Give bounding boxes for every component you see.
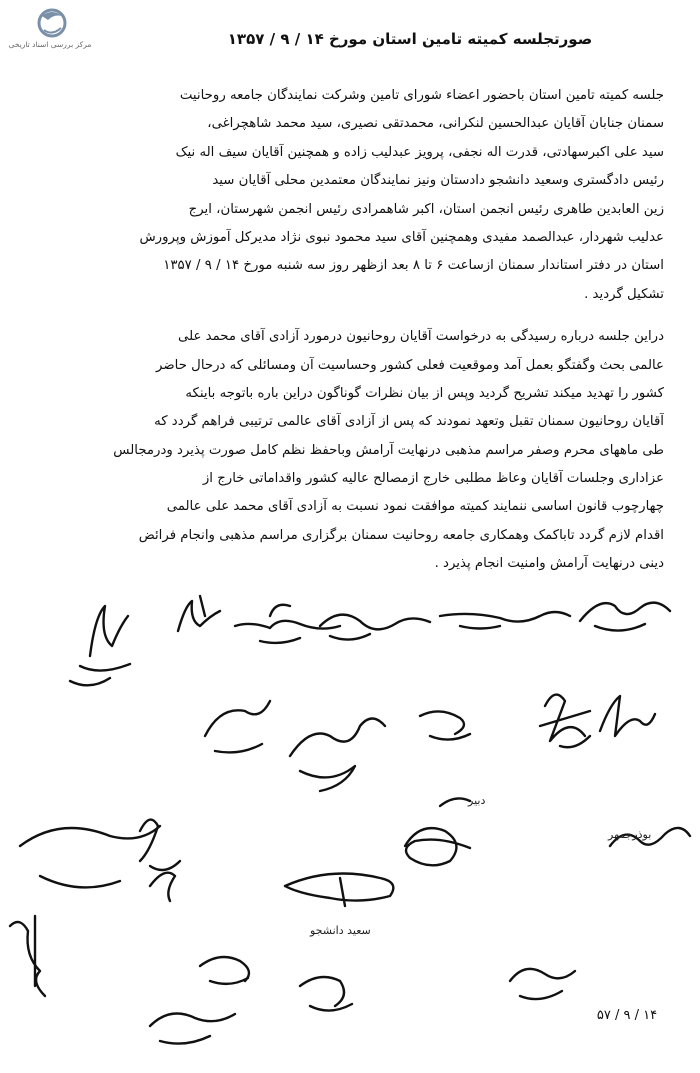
signature-21 bbox=[150, 1014, 235, 1044]
document-body bbox=[34, 82, 664, 579]
body-line: طی ماههای محرم وصفر مراسم مذهبی درنهایت آرامش وباحفظ نظم کامل صورت پذیرد ودرمجالس bbox=[113, 442, 664, 458]
signature-9 bbox=[420, 711, 470, 739]
body-line: دراین جلسه درباره رسیدگی به درخواست آقایان روحانیون درمورد آزادی آقای محمد علی bbox=[178, 329, 664, 345]
signature-18 bbox=[150, 873, 175, 901]
archive-logo-text: مرکز بررسی اسناد تاریخی bbox=[8, 40, 92, 49]
signature-label: بوذرجمهر bbox=[608, 828, 652, 841]
signature-10 bbox=[540, 695, 590, 748]
signature-19 bbox=[10, 916, 45, 996]
signature-3 bbox=[235, 605, 340, 643]
signature-23 bbox=[510, 969, 575, 999]
signature-2 bbox=[178, 596, 220, 631]
signature-label: دبیر bbox=[468, 794, 486, 807]
body-line: سید علی اکبرسهادتی، قدرت اله نجفی، پرویز عبدلیب زاده و همچنین آقایان سیف اله نیک bbox=[175, 144, 664, 160]
signature-5 bbox=[440, 612, 570, 629]
signature-6 bbox=[580, 603, 670, 631]
archive-logo-icon bbox=[4, 6, 96, 42]
body-line: آقایان روحانیون سمنان تقبل وتعهد نمودند که پس از آزادی آقای عالمی ترتیبی فراهم گردد که bbox=[154, 414, 664, 430]
signature-20 bbox=[200, 957, 249, 984]
signature-22 bbox=[300, 977, 352, 1011]
signature-14 bbox=[405, 828, 470, 865]
signature-block bbox=[0, 586, 700, 1069]
document-title: صورتجلسه کمیته تامین استان مورخ ۱۴ / ۹ / ۱۳۵۷ bbox=[227, 30, 593, 48]
body-line: تشکیل گردید . bbox=[584, 286, 664, 302]
signature-17 bbox=[285, 874, 393, 907]
signature-7 bbox=[205, 701, 270, 752]
body-line: عالمی بحث وگفتگو بعمل آمد وموقعیت فعلی کشور وحساسیت آن ومسائلی که درحال حاضر bbox=[156, 357, 664, 373]
signature-8 bbox=[290, 719, 385, 792]
body-line: دینی درنهایت آرامش وامنیت انجام پذیرد . bbox=[434, 556, 664, 572]
body-line: اقدام لازم گردد تاباکمک وهمکاری جامعه روحانیت سمنان برگزاری مراسم مذهبی وانجام فرائض bbox=[138, 527, 664, 543]
handwritten-signatures bbox=[0, 586, 700, 1069]
signature-label: سعید دانشجو bbox=[310, 924, 371, 937]
body-line: عزاداری وجلسات آقایان وعاظ مطلبی خارج ازمصالح عالیه کشور واقداماتی خارج از bbox=[202, 471, 664, 487]
closing-date: ۱۴ / ۹ / ۵۷ bbox=[596, 1008, 658, 1023]
signature-11 bbox=[600, 696, 655, 736]
body-line: استان در دفتر استاندار سمنان ازساعت ۶ تا ۸ بعد ازظهر روز سه شنبه مورخ ۱۴ / ۹ / ۱۳۵۷ bbox=[163, 258, 664, 274]
signature-15 bbox=[440, 798, 470, 806]
body-line: سمنان جنابان آقایان عبدالحسین لنکرانی، محمدتقی نصیری، سید محمد شاهچراغی، bbox=[207, 116, 664, 132]
body-line: جلسه کمیته تامین استان باحضور اعضاء شورای تامین وشرکت نمایندگان جامعه روحانیت bbox=[179, 88, 664, 103]
signature-1 bbox=[70, 606, 130, 685]
signature-12 bbox=[20, 826, 160, 887]
body-line: چهارچوب قانون اساسی ننمایند کمیته موافقت نمود نسبت به آزادی آقای محمد علی عالمی bbox=[166, 499, 664, 515]
body-line: عدلیب شهردار، عبدالصمد مفیدی وهمچنین آقای سید محمود نبوی نژاد مدیرکل آموزش وپرورش bbox=[139, 229, 664, 245]
body-line: زین العابدین طاهری رئیس انجمن استان، اکبر شاهمرادی رئیس انجمن شهرستان، ایرج bbox=[188, 201, 664, 217]
body-line: کشور را تهدید میکند تشریح گردید وپس از بیان نظرات گوناگون دراین باره باتوجه باینکه bbox=[185, 385, 664, 401]
body-line: رئیس دادگستری وسعید دانشجو دادستان ونیز نمایندگان معتمدین محلی آقایان سید bbox=[212, 173, 664, 189]
archive-logo bbox=[4, 6, 96, 54]
